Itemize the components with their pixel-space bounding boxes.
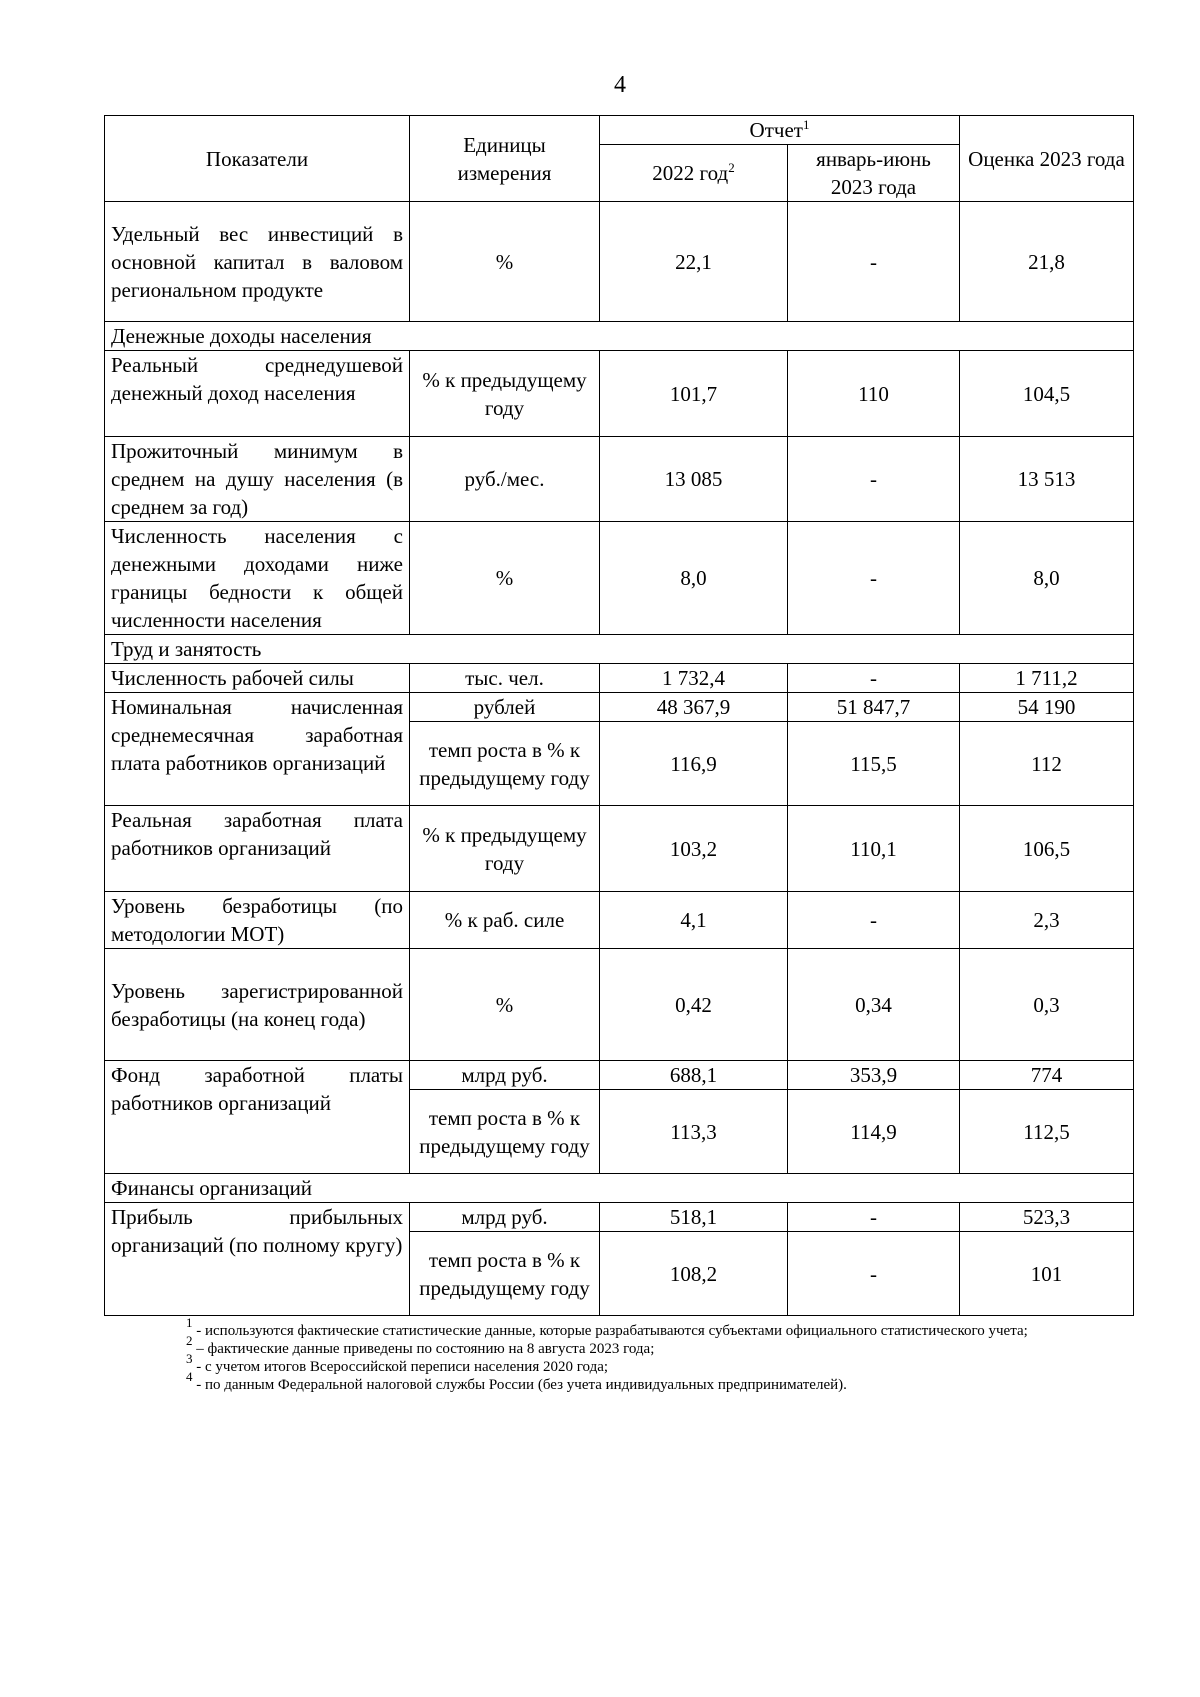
value-estimate: 112,5 bbox=[960, 1090, 1134, 1174]
indicators-table bbox=[104, 115, 1134, 1316]
indicator-name: Номинальная начисленная среднемесячная заработная плата работников организаций bbox=[105, 693, 410, 806]
footnote: $^2$ – фактические данные приведены по состоянию на 8 августа 2023 года; bbox=[186, 1333, 655, 1357]
value-2022: 103,2 bbox=[600, 806, 788, 892]
unit-cell: руб./мес. bbox=[410, 437, 600, 522]
footnote-mark: 3 bbox=[186, 1351, 193, 1366]
unit-cell: темп роста в % к предыдущему году bbox=[410, 1232, 600, 1316]
value-2022: 8,0 bbox=[600, 522, 788, 635]
value-h1-2023: - bbox=[788, 892, 960, 949]
table-row bbox=[105, 693, 1134, 722]
value-h1-2023: 110 bbox=[788, 351, 960, 437]
section-title: Финансы организаций bbox=[105, 1174, 1134, 1203]
section-title: Труд и занятость bbox=[105, 635, 1134, 664]
value-2022: 1 732,4 bbox=[600, 664, 788, 693]
value-estimate: 21,8 bbox=[960, 202, 1134, 322]
footnote-mark: 1 bbox=[186, 1315, 193, 1330]
table-row bbox=[105, 202, 1134, 322]
value-h1-2023: - bbox=[788, 522, 960, 635]
footnotes bbox=[114, 1315, 1126, 1394]
footnote: $^4$ - по данным Федеральной налоговой службы России (без учета индивидуальных предпринимателей). bbox=[186, 1369, 847, 1393]
table-row bbox=[105, 1203, 1134, 1232]
footnote: $^3$ - с учетом итогов Всероссийской переписи населения 2020 года; bbox=[186, 1351, 609, 1375]
value-2022: 48 367,9 bbox=[600, 693, 788, 722]
section-title: Денежные доходы населения bbox=[105, 322, 1134, 351]
value-estimate: 774 bbox=[960, 1061, 1134, 1090]
value-2022: 101,7 bbox=[600, 351, 788, 437]
unit-cell: млрд руб. bbox=[410, 1061, 600, 1090]
table-row bbox=[105, 437, 1134, 522]
unit-cell: % bbox=[410, 949, 600, 1061]
value-estimate: 106,5 bbox=[960, 806, 1134, 892]
value-2022: 688,1 bbox=[600, 1061, 788, 1090]
unit-cell: % bbox=[410, 202, 600, 322]
table-row bbox=[105, 949, 1134, 1061]
value-h1-2023: - bbox=[788, 437, 960, 522]
table-row bbox=[105, 522, 1134, 635]
value-2022: 116,9 bbox=[600, 722, 788, 806]
footnote-mark: 4 bbox=[186, 1369, 193, 1384]
unit-cell: % к раб. силе bbox=[410, 892, 600, 949]
value-2022: 108,2 bbox=[600, 1232, 788, 1316]
value-2022: 4,1 bbox=[600, 892, 788, 949]
value-h1-2023: - bbox=[788, 664, 960, 693]
value-h1-2023: 115,5 bbox=[788, 722, 960, 806]
footnote-mark: 2 bbox=[186, 1333, 193, 1348]
value-h1-2023: 110,1 bbox=[788, 806, 960, 892]
indicator-name: Фонд заработной платы работников организаций bbox=[105, 1061, 410, 1174]
value-estimate: 112 bbox=[960, 722, 1134, 806]
value-2022: 22,1 bbox=[600, 202, 788, 322]
indicator-name: Прожиточный минимум в среднем на душу населения (в среднем за год) bbox=[105, 437, 410, 522]
value-estimate: 523,3 bbox=[960, 1203, 1134, 1232]
indicator-name: Удельный вес инвестиций в основной капитал в валовом региональном продукте bbox=[105, 202, 410, 322]
section-row bbox=[105, 1174, 1134, 1203]
unit-cell: % к предыдущему году bbox=[410, 806, 600, 892]
unit-cell: % bbox=[410, 522, 600, 635]
table-header-row bbox=[105, 116, 1134, 145]
unit-cell: тыс. чел. bbox=[410, 664, 600, 693]
indicator-name: Прибыль прибыльных организаций (по полному кругу) bbox=[105, 1203, 410, 1316]
indicator-name: Уровень зарегистрированной безработицы (на конец года) bbox=[105, 949, 410, 1061]
value-2022: 0,42 bbox=[600, 949, 788, 1061]
indicator-name: Уровень безработицы (по методологии МОТ) bbox=[105, 892, 410, 949]
table-row bbox=[105, 351, 1134, 437]
header-units: Единицы измерения bbox=[410, 116, 600, 202]
value-estimate: 0,3 bbox=[960, 949, 1134, 1061]
table-row bbox=[105, 806, 1134, 892]
value-h1-2023: 51 847,7 bbox=[788, 693, 960, 722]
unit-cell: % к предыдущему году bbox=[410, 351, 600, 437]
table-row bbox=[105, 892, 1134, 949]
value-estimate: 104,5 bbox=[960, 351, 1134, 437]
header-report: Отчет$^1$ bbox=[600, 116, 960, 145]
unit-cell: млрд руб. bbox=[410, 1203, 600, 1232]
unit-cell: рублей bbox=[410, 693, 600, 722]
value-h1-2023: - bbox=[788, 1232, 960, 1316]
unit-cell: темп роста в % к предыдущему году bbox=[410, 1090, 600, 1174]
footnote-ref: 1 bbox=[802, 117, 810, 132]
table-row bbox=[105, 1061, 1134, 1090]
indicator-name: Численность рабочей силы bbox=[105, 664, 410, 693]
indicator-name: Реальная заработная плата работников организаций bbox=[105, 806, 410, 892]
value-2022: 518,1 bbox=[600, 1203, 788, 1232]
value-estimate: 13 513 bbox=[960, 437, 1134, 522]
value-h1-2023: 353,9 bbox=[788, 1061, 960, 1090]
header-estimate: Оценка 2023 года bbox=[960, 116, 1134, 202]
page-number: 4 bbox=[614, 72, 626, 98]
table-row bbox=[105, 664, 1134, 693]
unit-cell: темп роста в % к предыдущему году bbox=[410, 722, 600, 806]
indicator-name: Реальный среднедушевой денежный доход населения bbox=[105, 351, 410, 437]
value-estimate: 1 711,2 bbox=[960, 664, 1134, 693]
header-indicator: Показатели bbox=[105, 116, 410, 202]
value-estimate: 54 190 bbox=[960, 693, 1134, 722]
value-estimate: 101 bbox=[960, 1232, 1134, 1316]
section-row bbox=[105, 322, 1134, 351]
footnote: $^1$ - используются фактические статистические данные, которые разрабатываются субъектами официального статистического учета; bbox=[186, 1315, 1028, 1339]
value-estimate: 2,3 bbox=[960, 892, 1134, 949]
value-estimate: 8,0 bbox=[960, 522, 1134, 635]
value-2022: 113,3 bbox=[600, 1090, 788, 1174]
value-2022: 13 085 bbox=[600, 437, 788, 522]
indicator-name: Численность населения с денежными доходами ниже границы бедности к общей численности населения bbox=[105, 522, 410, 635]
value-h1-2023: - bbox=[788, 202, 960, 322]
header-2022: 2022 год$^2$ bbox=[600, 145, 788, 202]
value-h1-2023: - bbox=[788, 1203, 960, 1232]
section-row bbox=[105, 635, 1134, 664]
footnote-ref: 2 bbox=[728, 160, 735, 175]
value-h1-2023: 0,34 bbox=[788, 949, 960, 1061]
value-h1-2023: 114,9 bbox=[788, 1090, 960, 1174]
header-h1-2023: январь-июнь 2023 года bbox=[788, 145, 960, 202]
